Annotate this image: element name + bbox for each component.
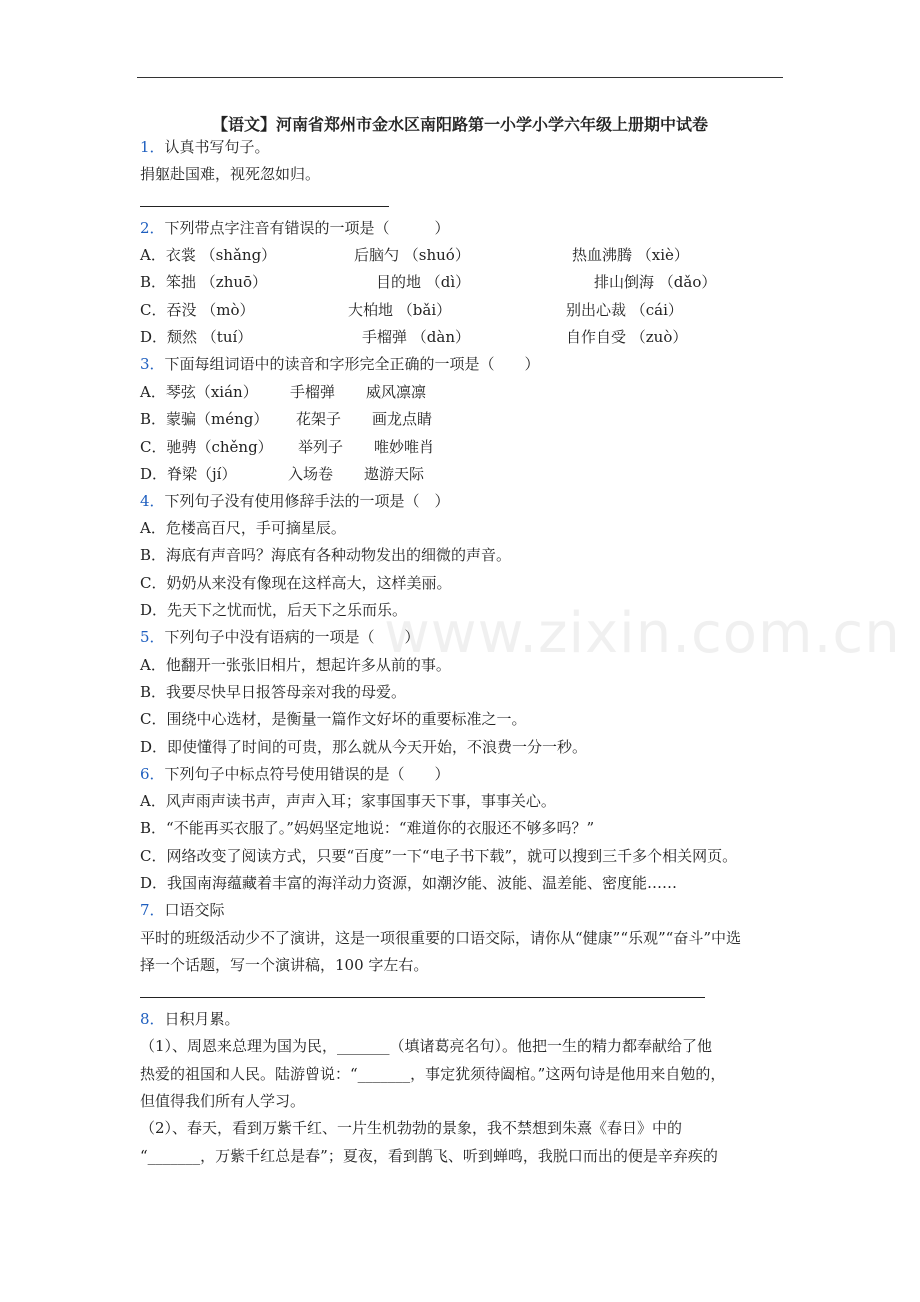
option-c-3: 别出心裁 （cái）: [566, 301, 683, 319]
question-number: 5．: [140, 628, 165, 646]
option-b-2: 目的地 （dì）: [376, 273, 471, 291]
option-a-3: 热血沸腾 （xiè）: [572, 246, 689, 264]
question-1: [140, 136, 270, 158]
question-text: 认真书写句子。: [164, 138, 270, 156]
option-c-2: 大柏地 （bǎi）: [348, 301, 452, 319]
option-a-1: A．衣裳 （shǎng）: [140, 246, 277, 264]
option-d: D．先天下之忧而忧，后天下之乐而乐。: [140, 601, 408, 619]
question-text: 下面每组词语中的读音和字形完全正确的一项是（ ）: [164, 355, 540, 373]
option-b-1: B．笨拙 （zhuō）: [140, 273, 268, 291]
option-c-1: C．驰骋（chěng）: [140, 438, 273, 456]
question-number: 7．: [140, 901, 165, 919]
question-text: 下列带点字注音有错误的一项是（ ）: [164, 219, 450, 237]
question-number: 2．: [140, 219, 165, 237]
option-d-2: 入场卷: [288, 465, 334, 483]
question-8: [140, 1008, 240, 1030]
option-b-2: 花架子: [296, 410, 342, 428]
option-c-2: 举列子: [298, 438, 344, 456]
option-b: B．我要尽快早日报答母亲对我的母爱。: [140, 683, 407, 701]
option-d-3: 遨游天际: [364, 465, 425, 483]
question-8-line: “_______，万紫千红总是春”；夏夜，看到鹊飞、听到蝉鸣，我脱口而出的便是辛弃疾的: [140, 1147, 718, 1165]
option-d-1: D．脊梁（jí）: [140, 465, 237, 483]
option-c: C．网络改变了阅读方式，只要“百度”一下“电子书下载”，就可以搜到三千多个相关网页。: [140, 847, 738, 865]
question-number: 4．: [140, 492, 165, 510]
answer-line: [140, 997, 705, 998]
question-5: [140, 626, 420, 648]
header-rule: [137, 77, 783, 78]
option-a-1: A．琴弦（xián）: [140, 383, 258, 401]
question-7-line: 平时的班级活动少不了演讲，这是一项很重要的口语交际，请你从“健康”“乐观”“奋斗”中选: [140, 929, 742, 947]
option-a: A．风声雨声读书声，声声入耳；家事国事天下事，事事关心。: [140, 792, 556, 810]
page-title: 【语文】河南省郑州市金水区南阳路第一小学小学六年级上册期中试卷: [211, 115, 708, 134]
question-1-sentence: 捐躯赴国难，视死忽如归。: [140, 165, 321, 183]
option-c-1: C．吞没 （mò）: [140, 301, 255, 319]
option-b: B．海底有声音吗？海底有各种动物发出的细微的声音。: [140, 546, 512, 564]
question-8-line: 热爱的祖国和人民。陆游曾说：“_______，事定犹须待阖棺。”这两句诗是他用来自勉的，: [140, 1065, 726, 1083]
question-number: 8．: [140, 1010, 165, 1028]
option-a: A．危楼高百尺，手可摘星辰。: [140, 519, 346, 537]
option-d-1: D．颓然 （tuí）: [140, 328, 253, 346]
question-4: [140, 490, 450, 512]
question-3: [140, 353, 540, 375]
option-d-3: 自作自受 （zuò）: [566, 328, 688, 346]
question-6: [140, 763, 450, 785]
option-a-3: 威风凛凛: [366, 383, 427, 401]
watermark: www.zixin.com.cn: [384, 601, 901, 666]
option-b-1: B．蒙骗（méng）: [140, 410, 269, 428]
question-text: 下列句子中没有语病的一项是（ ）: [164, 628, 420, 646]
question-8-line: （1）、周恩来总理为国为民，_______（填诸葛亮名句）。他把一生的精力都奉献给了他: [140, 1037, 713, 1055]
option-d: D．我国南海蕴藏着丰富的海洋动力资源，如潮汐能、波能、温差能、密度能……: [140, 874, 678, 892]
option-b-3: 画龙点睛: [372, 410, 433, 428]
option-a: A．他翻开一张张旧相片，想起许多从前的事。: [140, 656, 451, 674]
question-number: 1．: [140, 138, 165, 156]
option-d: D．即使懂得了时间的可贵，那么就从今天开始，不浪费一分一秒。: [140, 738, 588, 756]
question-number: 3．: [140, 355, 165, 373]
option-b-3: 排山倒海 （dǎo）: [594, 273, 717, 291]
question-text: 口语交际: [164, 901, 225, 919]
question-8-line: 但值得我们所有人学习。: [140, 1092, 306, 1110]
answer-line: [140, 206, 389, 207]
option-d-2: 手榴弹 （dàn）: [362, 328, 470, 346]
question-text: 下列句子没有使用修辞手法的一项是（ ）: [164, 492, 450, 510]
question-8-line: （2）、春天，看到万紫千红、一片生机勃勃的景象，我不禁想到朱熹《春日》中的: [140, 1119, 683, 1137]
option-a-2: 手榴弹: [290, 383, 336, 401]
option-b: B．“不能再买衣服了。”妈妈坚定地说：“难道你的衣服还不够多吗？”: [140, 819, 595, 837]
question-text: 下列句子中标点符号使用错误的是（ ）: [164, 765, 450, 783]
question-7-line: 择一个话题，写一个演讲稿，100 字左右。: [140, 956, 429, 974]
question-7: [140, 899, 225, 921]
question-number: 6．: [140, 765, 165, 783]
option-c: C．奶奶从来没有像现在这样高大，这样美丽。: [140, 574, 452, 592]
option-a-2: 后脑勺 （shuó）: [354, 246, 470, 264]
question-2: [140, 217, 450, 239]
question-text: 日积月累。: [164, 1010, 240, 1028]
option-c-3: 唯妙唯肖: [374, 438, 435, 456]
option-c: C．围绕中心选材，是衡量一篇作文好坏的重要标准之一。: [140, 710, 527, 728]
